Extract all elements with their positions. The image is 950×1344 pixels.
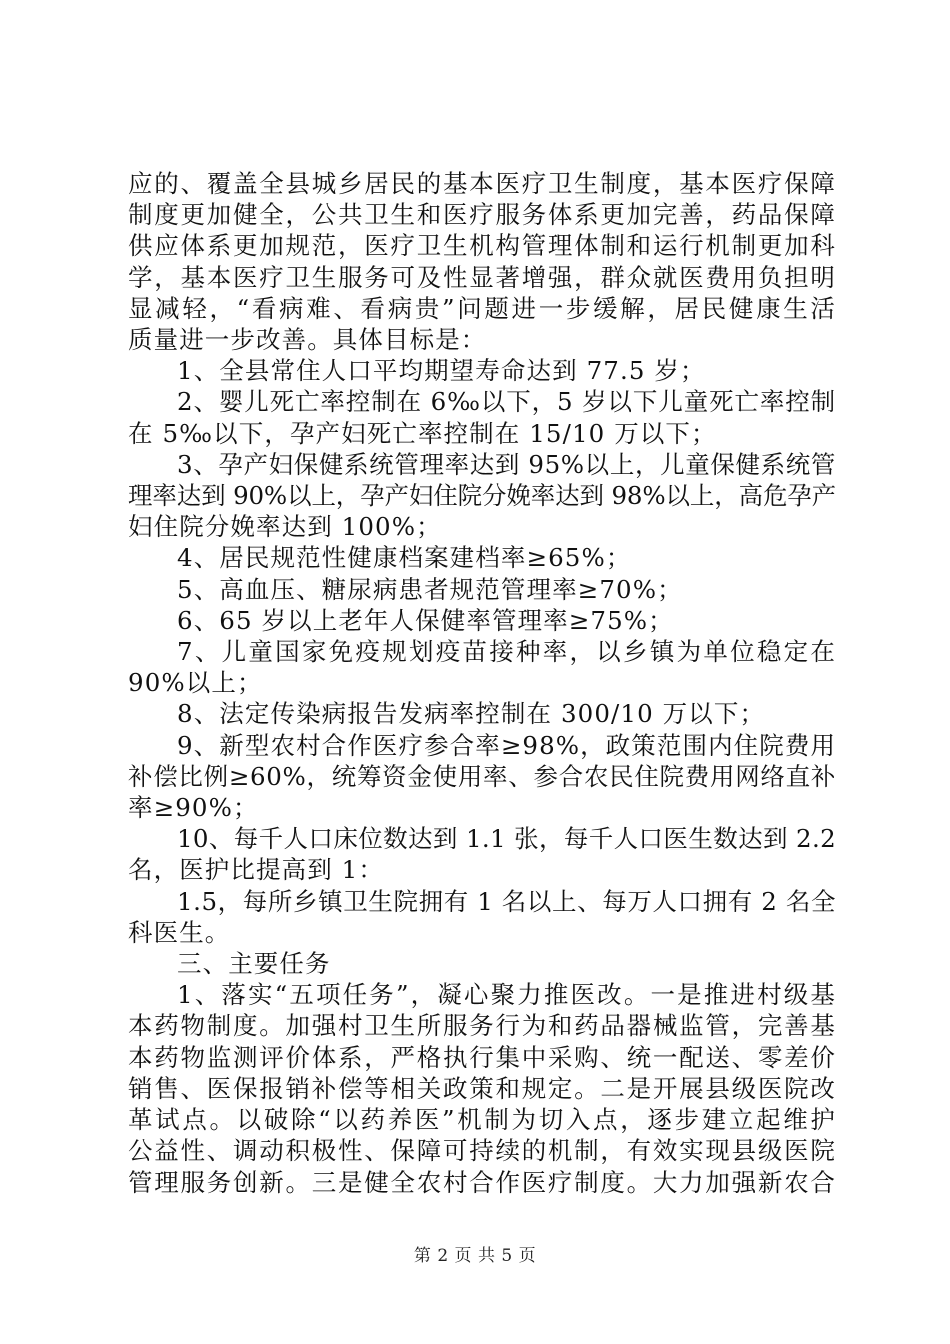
paragraph-line: 7、儿童国家免疫规划疫苗接种率，以乡镇为单位稳定在: [177, 637, 836, 667]
document-body: [128, 168, 836, 1198]
paragraph-line: 2、婴儿死亡率控制在 6‰以下，5 岁以下儿童死亡率控制: [177, 387, 836, 417]
paragraph-line: 质量进一步改善。具体目标是：: [128, 325, 487, 355]
paragraph-line: 4、居民规范性健康档案建档率≥65%；: [177, 543, 632, 573]
paragraph-line: 制度更加健全，公共卫生和医疗服务体系更加完善，药品保障: [128, 200, 836, 230]
paragraph-line: 应的、覆盖全县城乡居民的基本医疗卫生制度，基本医疗保障: [128, 169, 836, 198]
paragraph-line: 9、新型农村合作医疗参合率≥98%，政策范围内住院费用: [177, 730, 836, 760]
paragraph-line: 8、法定传染病报告发病率控制在 300/10 万以下；: [177, 699, 766, 729]
paragraph-line: 6、65 岁以上老年人保健率管理率≥75%；: [177, 605, 674, 635]
paragraph-line: 1、落实“五项任务”，凝心聚力推医改。一是推进村级基: [177, 980, 836, 1010]
paragraph-line: 显减轻，“看病难、看病贵”问题进一步缓解，居民健康生活: [128, 293, 836, 323]
paragraph-line: 1.5，每所乡镇卫生院拥有 1 名以上、每万人口拥有 2 名全: [177, 886, 836, 916]
paragraph-line: 供应体系更加规范，医疗卫生机构管理体制和运行机制更加科: [128, 231, 836, 261]
paragraph-line: 销售、医保报销补偿等相关政策和规定。二是开展县级医院改: [128, 1073, 836, 1103]
paragraph-line: 1、全县常住人口平均期望寿命达到 77.5 岁；: [177, 356, 706, 386]
paragraph-line: 公益性、调动积极性、保障可持续的机制，有效实现县级医院: [128, 1136, 836, 1166]
paragraph-line: 理率达到 90%以上，孕产妇住院分娩率达到 98%以上，高危孕产: [128, 481, 836, 511]
paragraph-line: 学，基本医疗卫生服务可及性显著增强，群众就医费用负担明: [128, 262, 836, 292]
paragraph-line: 10、每千人口床位数达到 1.1 张，每千人口医生数达到 2.2: [177, 824, 836, 854]
paragraph-line: 3、孕产妇保健系统管理率达到 95%以上，儿童保健系统管: [177, 449, 836, 479]
paragraph-line: 革试点。以破除“以药养医”机制为切入点，逐步建立起维护: [128, 1105, 836, 1135]
paragraph-line: 率≥90%；: [128, 793, 259, 823]
paragraph-line: 90%以上；: [128, 668, 263, 698]
paragraph-line: 妇住院分娩率达到 100%；: [128, 512, 442, 542]
paragraph-line: 本药物监测评价体系，严格执行集中采购、统一配送、零差价: [128, 1042, 836, 1072]
paragraph-line: 本药物制度。加强村卫生所服务行为和药品器械监管，完善基: [128, 1011, 836, 1041]
paragraph-line: 补偿比例≥60%，统筹资金使用率、参合农民住院费用网络直补: [128, 761, 836, 791]
page-footer: 第 2 页 共 5 页: [413, 1246, 537, 1266]
paragraph-line: 在 5‰以下，孕产妇死亡率控制在 15/10 万以下；: [128, 418, 717, 448]
paragraph-line: 科医生。: [128, 917, 231, 947]
paragraph-line: 三、主要任务: [177, 949, 331, 979]
paragraph-line: 5、高血压、糖尿病患者规范管理率≥70%；: [177, 574, 683, 604]
paragraph-line: 管理服务创新。三是健全农村合作医疗制度。大力加强新农合: [128, 1167, 836, 1197]
paragraph-line: 名，医护比提高到 1：: [128, 855, 384, 885]
